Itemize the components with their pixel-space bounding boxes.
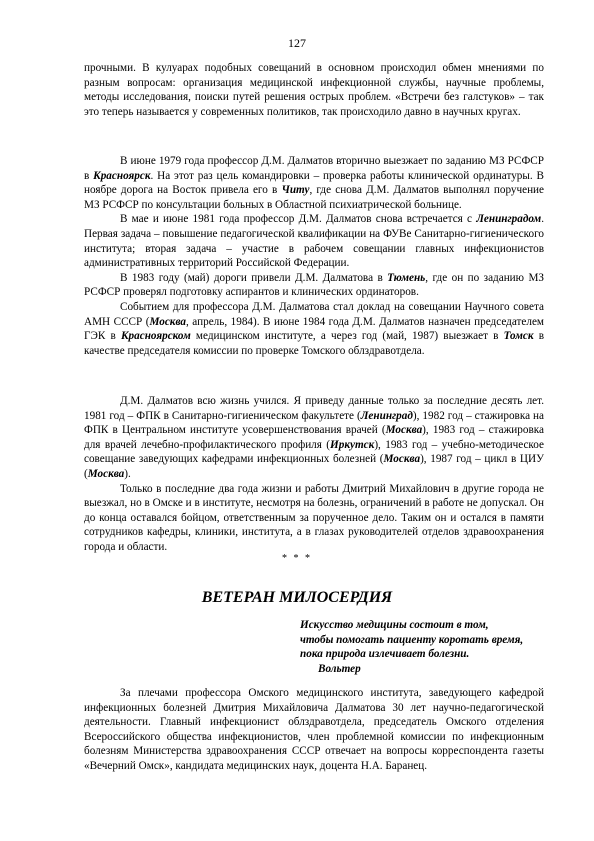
place-name: Томск (503, 330, 534, 343)
place-name: Ленинград (360, 409, 413, 422)
text-run: , где он по заданию МЗ РСФСР проверял подготовку аспирантов и клинических ординаторов. (84, 271, 545, 299)
text-run: Д.М. Далматов всю жизнь учился. Я приведу данные только за последние десять лет. 1981 год – ФПК в Санитарно-гигиеническом факультете ( (84, 395, 544, 422)
text-block (84, 686, 544, 774)
text-run: , где снова Д.М. Далматов выполнял поручение МЗ РСФСР по консультации больных в Областной психиатрической больнице. (84, 184, 545, 211)
text-run: ). (124, 467, 131, 480)
text-run: В июне 1979 года профессор Д.М. Далматов вторично выезжает по заданию МЗ РСФСР в (84, 155, 544, 182)
paragraph (84, 394, 544, 482)
paragraph (84, 154, 544, 212)
text-block (84, 154, 544, 358)
paragraph (84, 212, 544, 270)
text-block (84, 61, 544, 119)
place-name: Москва (383, 453, 421, 466)
paragraph (84, 482, 544, 555)
paragraph (84, 61, 544, 119)
text-run: . На этот раз цель командировки – проверка работы клинической ординатуры. В ноябре дорога на Восток привела его в (84, 169, 544, 197)
epigraph-author: Вольтер (318, 662, 361, 675)
place-name: Красноярск (93, 169, 151, 182)
epigraph-line: Искусство медицины состоит в том, (300, 619, 489, 631)
place-name: Москва (385, 424, 423, 437)
text-run: . Первая задача – повышение педагогической квалификации на ФУВе Санитарно-гигиенического института; вторая задача – участие в рабочем совещании главных инфекционистов административных территорий Российской Федерации. (84, 213, 544, 270)
text-run: в качестве председателя комиссии по проверке Томского облздравотдела. (84, 330, 544, 357)
text-run: прочными. В кулуарах подобных совещаний в основном происходил обмен мнениями по разным вопросам: организация медицинской инфекционной службы, научные проблемы, методы исследования, поиски путей решения острых проблем. «Встречи без галстуков» – так это теперь называется у современных политиков, так происходило давно в научных кругах. (84, 62, 544, 118)
place-name: Ленинградом (476, 213, 542, 226)
text-run: В 1983 году (май) дороги привели Д.М. Далматова в (120, 271, 388, 284)
place-name: Читу (281, 184, 310, 197)
text-run: ), 1983 год – стажировка для врачей лечебно-профилактического профиля ( (84, 424, 544, 451)
text-run: ), 1983 год – учебно-методическое совещание заведующих кафедрами инфекционных болезней ( (84, 438, 544, 466)
epigraph-line: пока природа излечивает болезни. (300, 648, 470, 661)
place-name: Красноярском (120, 330, 191, 343)
text-run: В мае и июне 1981 года профессор Д.М. Далматов снова встречается с (120, 213, 477, 226)
place-name: Москва (149, 315, 186, 328)
text-run: ), 1982 год – стажировка на ФПК в Центральном институте усовершенствования врачей ( (84, 409, 544, 437)
section-separator: * * * (282, 553, 312, 564)
paragraph (84, 686, 544, 774)
text-run: , апрель, 1984). В июне 1984 года Д.М. Далматов назначен председателем ГЭК в (84, 315, 544, 343)
page-number: 127 (288, 36, 306, 50)
epigraph (300, 618, 550, 676)
epigraph-line: чтобы помогать пациенту коротать время, (300, 633, 524, 646)
text-run: Только в последние два года жизни и работы Дмитрий Михайлович в другие города не выезжал, но в Омске и в институте, несмотря на болезнь, ограничений в работе не допускал. Он до конца оставался бойцом, ответственным за порученное дело. Таким он и остался в памяти сотрудников кафедры, клиники, института, а в глазах руководителей отделов здравоохранения города и области. (84, 482, 544, 553)
place-name: Иркутск (330, 438, 375, 451)
text-run: ), 1987 год – цикл в ЦИУ ( (84, 453, 544, 480)
section-title: ВЕТЕРАН МИЛОСЕРДИЯ (201, 589, 393, 606)
text-run: Событием для профессора Д.М. Далматова стал доклад на совещании Научного совета АМН СССР ( (84, 300, 544, 328)
paragraph (84, 300, 544, 358)
paragraph (84, 271, 544, 300)
text-block (84, 394, 544, 555)
place-name: Москва (87, 467, 125, 480)
text-run: За плечами профессора Омского медицинского института, заведующего кафедрой инфекционных болезней Дмитрия Михайловича Далматова 30 лет научно-педагогической деятельности. Главный инфекционист облздравотдела, председатель Омского отделения Всероссийского общества инфекционистов, член проблемной комиссии по инфекционным болезням Министерства здравоохранения СССР отвечает на вопросы корреспондента газеты «Вечерний Омск», кандидата медицинских наук, доцента Н.А. Баранец. (84, 687, 544, 772)
text-run: медицинском институте, а через год (май, 1987) выезжает в (190, 330, 504, 343)
place-name: Тюмень (387, 271, 426, 284)
